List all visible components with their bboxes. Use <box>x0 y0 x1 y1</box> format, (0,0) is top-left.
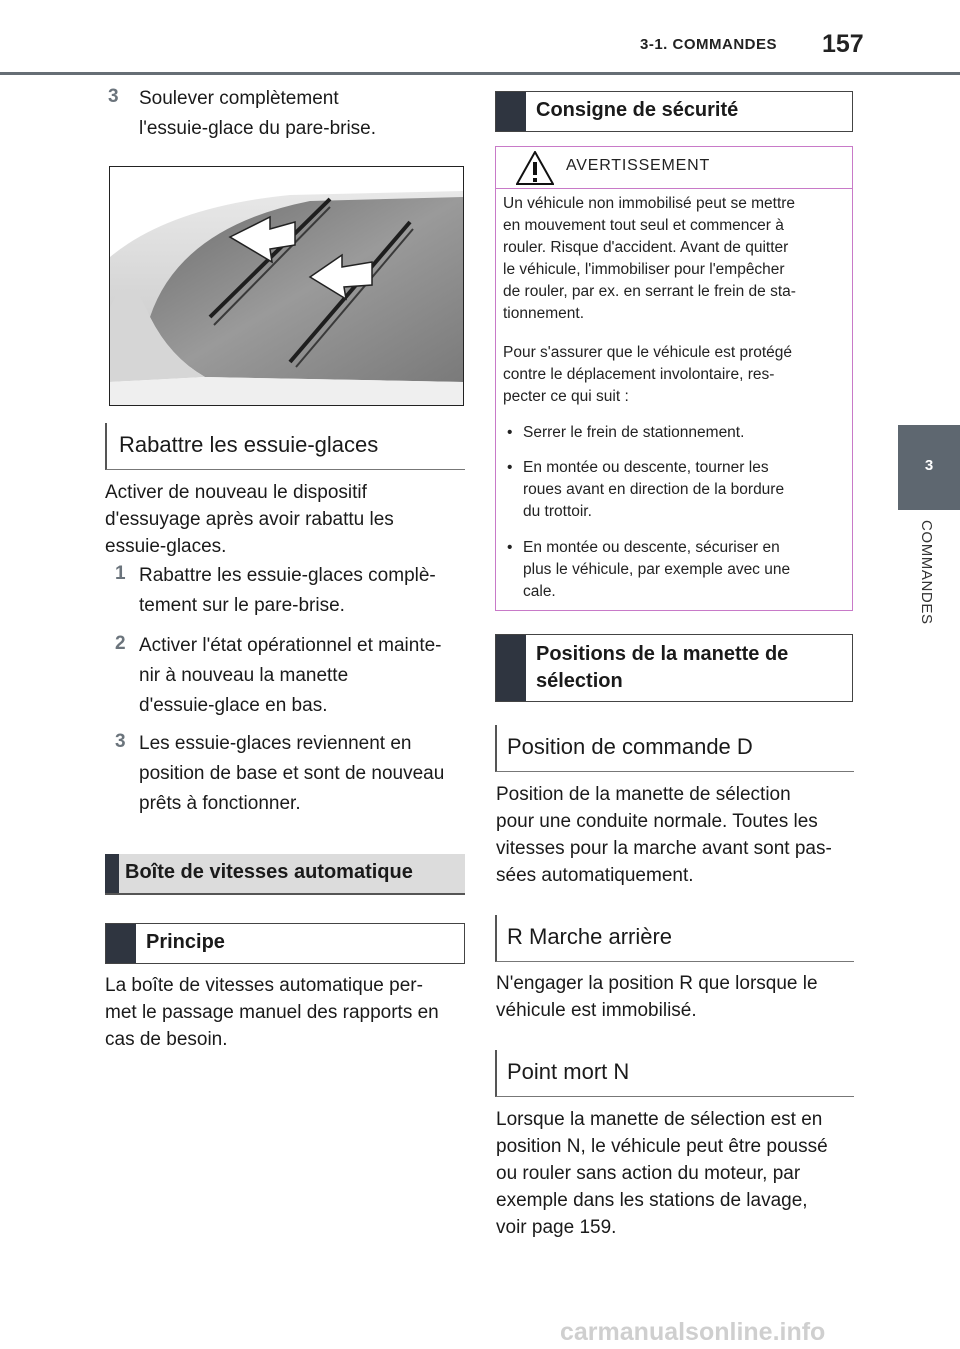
warning-header <box>496 147 852 189</box>
text-line: Les essuie-glaces reviennent en <box>139 733 412 754</box>
warning-triangle-icon <box>516 151 554 185</box>
text-line: cas de besoin. <box>105 1029 228 1050</box>
step-number: 3 <box>108 86 119 107</box>
text-line: plus le véhicule, par exemple avec une <box>523 561 791 578</box>
step-text <box>139 84 376 144</box>
text-line: contre le déplacement involontaire, res- <box>503 366 775 383</box>
text-line: sées automatiquement. <box>496 865 694 886</box>
text-line: Position de la manette de sélection <box>496 784 791 805</box>
heading-text: Consigne de sécurité <box>536 99 739 121</box>
position-n-text <box>496 1106 828 1241</box>
watermark: carmanualsonline.info <box>560 1318 826 1346</box>
text-line: tionnement. <box>503 305 584 322</box>
text-line: tement sur le pare-brise. <box>139 595 345 616</box>
text-line: met le passage manuel des rapports en <box>105 1002 439 1023</box>
windshield-wiper-drawing <box>110 167 463 405</box>
text-line: Rabattre les essuie-glaces complè- <box>139 565 436 586</box>
text-line: Activer de nouveau le dispositif <box>105 482 367 503</box>
subheading-position-d: Position de commande D <box>495 725 854 772</box>
text-line: En montée ou descente, sécuriser en <box>523 539 780 556</box>
text-line: le véhicule, l'immobiliser pour l'empêcher <box>503 261 785 278</box>
text-line: en mouvement tout seul et commencer à <box>503 217 784 234</box>
heading-bar <box>496 635 526 701</box>
step-text <box>139 729 444 819</box>
rabattre-intro <box>105 479 394 560</box>
subheading-rabattre: Rabattre les essuie-glaces <box>105 423 465 470</box>
text-line: de rouler, par ex. en serrant le frein de sta- <box>503 283 796 300</box>
section-heading-boite <box>105 854 465 895</box>
text-line: position N, le véhicule peut être poussé <box>496 1136 828 1157</box>
warning-paragraph <box>503 193 796 325</box>
warning-paragraph <box>503 342 792 408</box>
text-line: Pour s'assurer que le véhicule est protégé <box>503 344 793 361</box>
bullet-item <box>523 537 790 603</box>
text-line: prêts à fonctionner. <box>139 793 301 814</box>
chapter-label: COMMANDES <box>918 520 935 625</box>
text-line: sélection <box>536 670 623 692</box>
heading-bar <box>105 854 119 893</box>
text-line: exemple dans les stations de lavage, <box>496 1190 808 1211</box>
warning-title: AVERTISSEMENT <box>566 157 711 174</box>
text-line: N'engager la position R que lorsque le <box>496 973 818 994</box>
text-line: Activer l'état opérationnel et mainte- <box>139 635 442 656</box>
text-line: nir à nouveau la manette <box>139 665 349 686</box>
subheading-position-r: R Marche arrière <box>495 915 854 962</box>
text-line: d'essuyage après avoir rabattu les <box>105 509 394 530</box>
text-line: essuie-glaces. <box>105 536 227 557</box>
wiper-illustration <box>109 166 464 406</box>
bullet-marker: • <box>507 424 513 441</box>
text-line: cale. <box>523 583 556 600</box>
step-text <box>139 561 436 621</box>
text-line: La boîte de vitesses automatique per- <box>105 975 423 996</box>
text-line: pour une conduite normale. Toutes les <box>496 811 818 832</box>
heading-bar <box>496 92 526 131</box>
text-line: roues avant en direction de la bordure <box>523 481 785 498</box>
text-line: véhicule est immobilisé. <box>496 1000 697 1021</box>
text-line: l'essuie-glace du pare-brise. <box>139 118 377 139</box>
text-line: Serrer le frein de stationnement. <box>523 424 745 441</box>
heading-bar <box>106 924 136 963</box>
bullet-marker: • <box>507 459 513 476</box>
text-line: Un véhicule non immobilisé peut se mettre <box>503 195 796 212</box>
header-rule <box>0 72 960 75</box>
section-heading-consigne <box>495 91 853 132</box>
heading-text: Principe <box>146 931 225 953</box>
section-heading-principe <box>105 923 465 964</box>
bullet-item <box>523 422 744 444</box>
text-line: Positions de la manette de <box>536 643 789 665</box>
text-line: Lorsque la manette de sélection est en <box>496 1109 823 1130</box>
step-number: 3 <box>115 731 126 752</box>
heading-text <box>526 635 788 701</box>
position-r-text <box>496 970 818 1024</box>
step-text <box>139 631 442 721</box>
chapter-number: 3 <box>924 457 934 474</box>
page-number: 157 <box>822 30 864 58</box>
position-d-text <box>496 781 832 889</box>
text-line: vitesses pour la marche avant sont pas- <box>496 838 832 859</box>
text-line: Soulever complètement <box>139 88 339 109</box>
heading-text: Boîte de vitesses automatique <box>125 861 413 883</box>
principe-text <box>105 972 439 1053</box>
section-title: 3-1. COMMANDES <box>640 36 778 53</box>
text-line: rouler. Risque d'accident. Avant de quitter <box>503 239 789 256</box>
text-line: En montée ou descente, tourner les <box>523 459 769 476</box>
text-line: voir page 159. <box>496 1217 617 1238</box>
text-line: du trottoir. <box>523 503 592 520</box>
bullet-marker: • <box>507 539 513 556</box>
step-number: 2 <box>115 633 126 654</box>
bullet-item <box>523 457 784 523</box>
text-line: position de base et sont de nouveau <box>139 763 445 784</box>
text-line: d'essuie-glace en bas. <box>139 695 328 716</box>
step-number: 1 <box>115 563 126 584</box>
text-line: pecter ce qui suit : <box>503 388 629 405</box>
section-heading-positions <box>495 634 853 702</box>
text-line: ou rouler sans action du moteur, par <box>496 1163 801 1184</box>
subheading-position-n: Point mort N <box>495 1050 854 1097</box>
